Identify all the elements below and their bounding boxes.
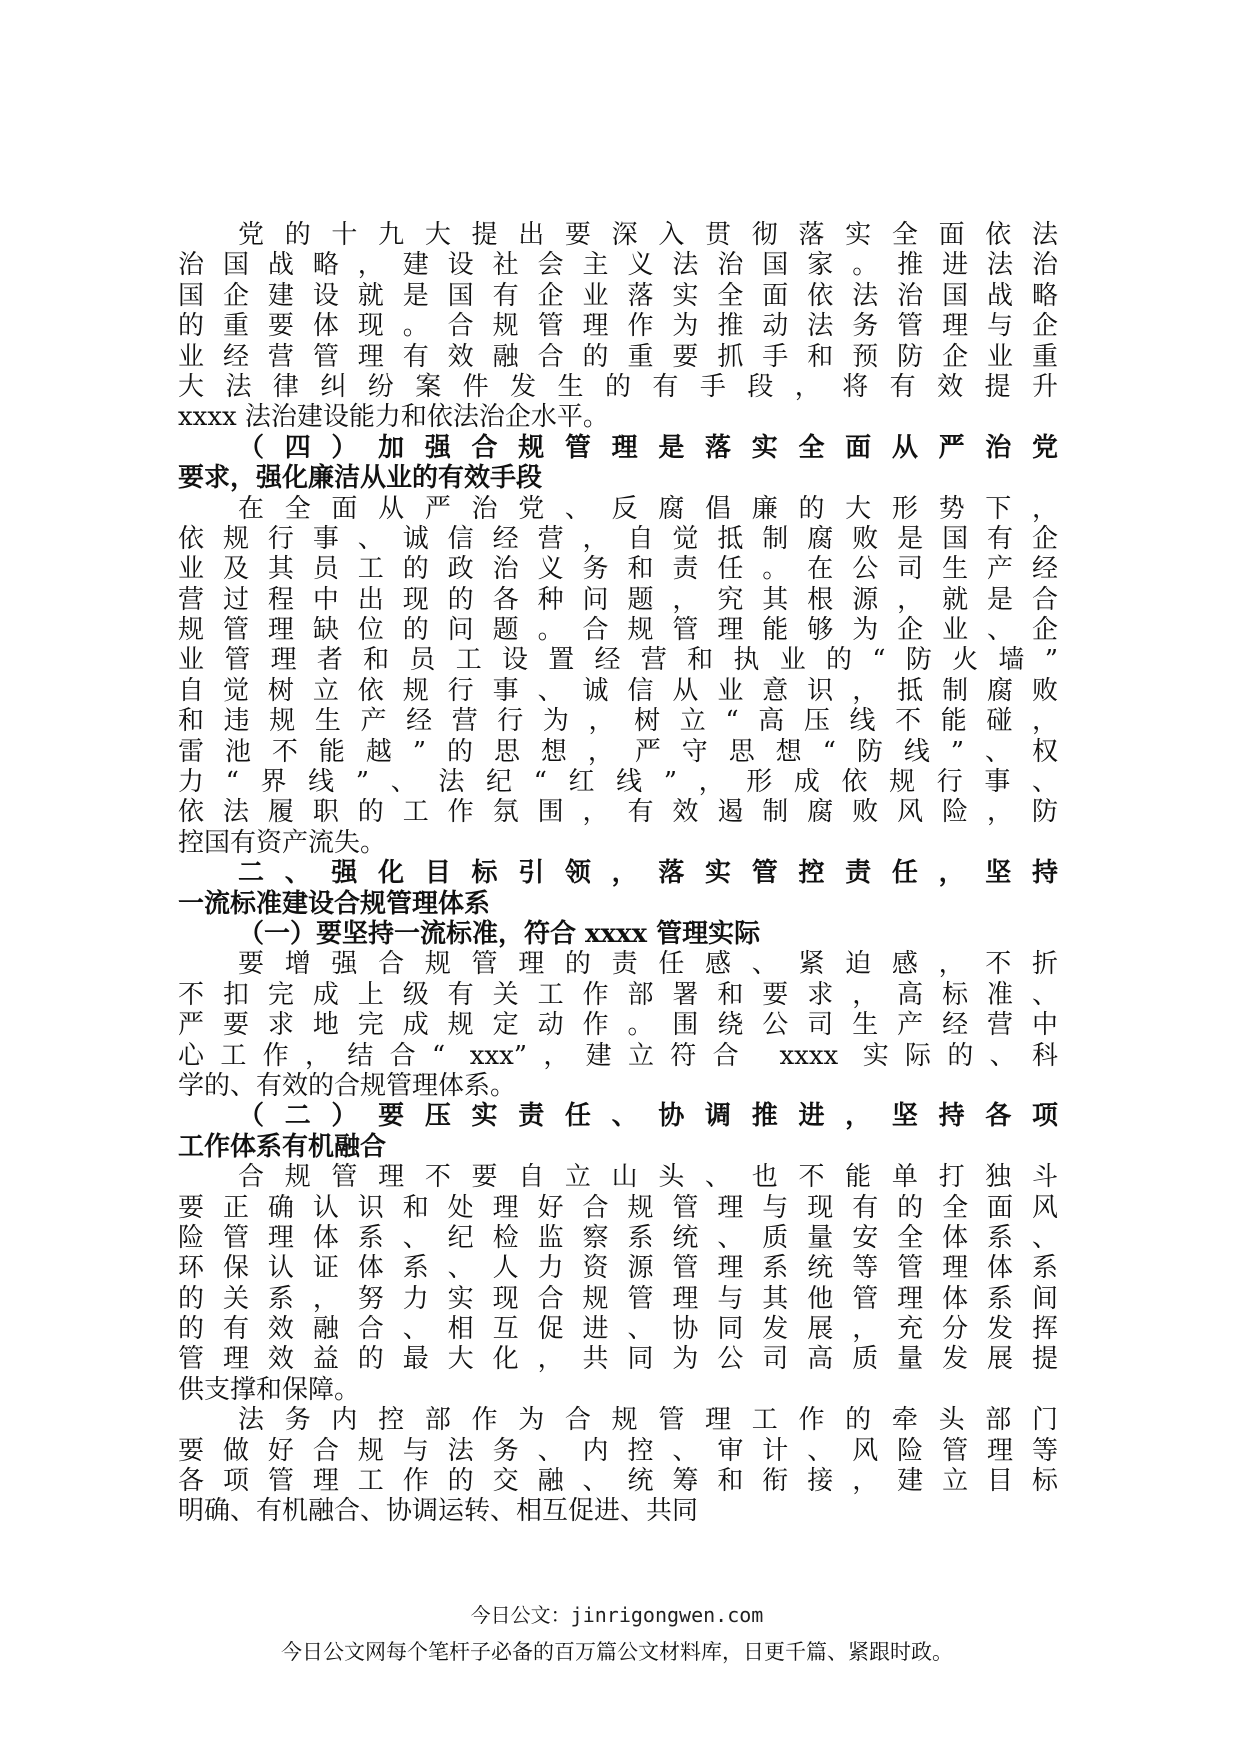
text-line: 大法律纠纷案件发生的有手段，将有效提升 <box>178 371 1058 402</box>
body-paragraph <box>178 494 1058 859</box>
page-footer <box>0 1600 1234 1670</box>
text-line: 业及其员工的政治义务和责任。在公司生产经 <box>178 554 1058 585</box>
text-line: 合规管理不要自立山头、也不能单打独斗 <box>238 1162 1058 1193</box>
text-line: xxxx 法治建设能力和依法治企水平。 <box>178 402 609 433</box>
text-line: 不扣完成上级有关工作部署和要求，高标准、 <box>178 979 1058 1010</box>
text-line: 力“界线”、法纪“红线”，形成依规行事、 <box>178 767 1058 798</box>
body-paragraph <box>178 949 1058 1101</box>
heading-line: 二、强化目标引领，落实管控责任，坚持 <box>238 858 1058 889</box>
text-line: 业经营管理有效融合的重要抓手和预防企业重 <box>178 341 1058 372</box>
text-line: 雷池不能越”的思想，严守思想“防线”、权 <box>178 736 1058 767</box>
body-paragraph <box>178 220 1058 433</box>
text-line: 的重要体现。合规管理作为推动法务管理与企 <box>178 311 1058 342</box>
text-line: 要做好合规与法务、内控、审计、风险管理等 <box>178 1435 1058 1466</box>
heading-line: （一）要坚持一流标准，符合 xxxx 管理实际 <box>238 918 761 949</box>
document-body <box>178 220 1058 1527</box>
text-line: 严要求地完成规定动作。围绕公司生产经营中 <box>178 1010 1058 1041</box>
text-line: 学的、有效的合规管理体系。 <box>178 1070 517 1101</box>
text-line: 治国战略，建设社会主义法治国家。推进法治 <box>178 250 1058 281</box>
text-line: 控国有资产流失。 <box>178 827 387 858</box>
text-line: 党的十九大提出要深入贯彻落实全面依法 <box>238 220 1058 250</box>
heading-line: 工作体系有机融合 <box>178 1131 387 1162</box>
text-line: 要正确认识和处理好合规管理与现有的全面风 <box>178 1192 1058 1223</box>
body-paragraph <box>178 1405 1058 1527</box>
text-line: 各项管理工作的交融、统筹和衔接，建立目标 <box>178 1466 1058 1497</box>
heading-line: （二）要压实责任、协调推进，坚持各项 <box>238 1101 1058 1132</box>
section-heading <box>178 433 1058 494</box>
text-line: 业管理者和员工设置经营和执业的“防火墙” <box>178 645 1058 676</box>
text-line: 的有效融合、相互促进、协同发展，充分发挥 <box>178 1314 1058 1345</box>
heading-line: 一流标准建设合规管理体系 <box>178 888 491 919</box>
section-heading <box>178 919 1058 949</box>
footer-site-line <box>0 1600 1234 1630</box>
text-line: 自觉树立依规行事、诚信从业意识，抵制腐败 <box>178 675 1058 706</box>
text-line: 法务内控部作为合规管理工作的牵头部门 <box>238 1405 1058 1436</box>
text-line: 依法履职的工作氛围，有效遏制腐败风险，防 <box>178 797 1058 828</box>
text-line: 的关系，努力实现合规管理与其他管理体系间 <box>178 1283 1058 1314</box>
text-line: 和违规生产经营行为，树立“高压线不能碰， <box>178 706 1058 737</box>
text-line: 明确、有机融合、协调运转、相互促进、共同 <box>178 1496 699 1527</box>
heading-line: 要求，强化廉洁从业的有效手段 <box>178 463 543 494</box>
text-line: 营过程中出现的各种问题，究其根源，就是合 <box>178 584 1058 615</box>
text-line: 要增强合规管理的责任感、紧迫感，不折 <box>238 949 1058 980</box>
text-line: 国企建设就是国有企业落实全面依法治国战略 <box>178 280 1058 311</box>
text-line: 管理效益的最大化，共同为公司高质量发展提 <box>178 1344 1058 1375</box>
text-line: 心工作，结合“ xxx”，建立符合 xxxx 实际的、科 <box>178 1040 1058 1071</box>
section-heading <box>178 858 1058 919</box>
text-line: 规管理缺位的问题。合规管理能够为企业、企 <box>178 615 1058 646</box>
text-line: 险管理体系、纪检监察系统、质量安全体系、 <box>178 1222 1058 1253</box>
footer-site-label: 今日公文： <box>470 1603 571 1627</box>
text-line: 在全面从严治党、反腐倡廉的大形势下， <box>238 493 1058 524</box>
body-paragraph <box>178 1162 1058 1405</box>
section-heading <box>178 1101 1058 1162</box>
text-line: 环保认证体系、人力资源管理系统等管理体系 <box>178 1253 1058 1284</box>
text-line: 依规行事、诚信经营，自觉抵制腐败是国有企 <box>178 523 1058 554</box>
text-line: 供支撑和保障。 <box>178 1374 361 1405</box>
heading-line: （四）加强合规管理是落实全面从严治党 <box>238 432 1058 463</box>
footer-tagline: 今日公文网每个笔杆子必备的百万篇公文材料库，日更千篇、紧跟时政。 <box>281 1640 953 1664</box>
footer-site-url[interactable]: jinrigongwen.com <box>570 1603 764 1627</box>
